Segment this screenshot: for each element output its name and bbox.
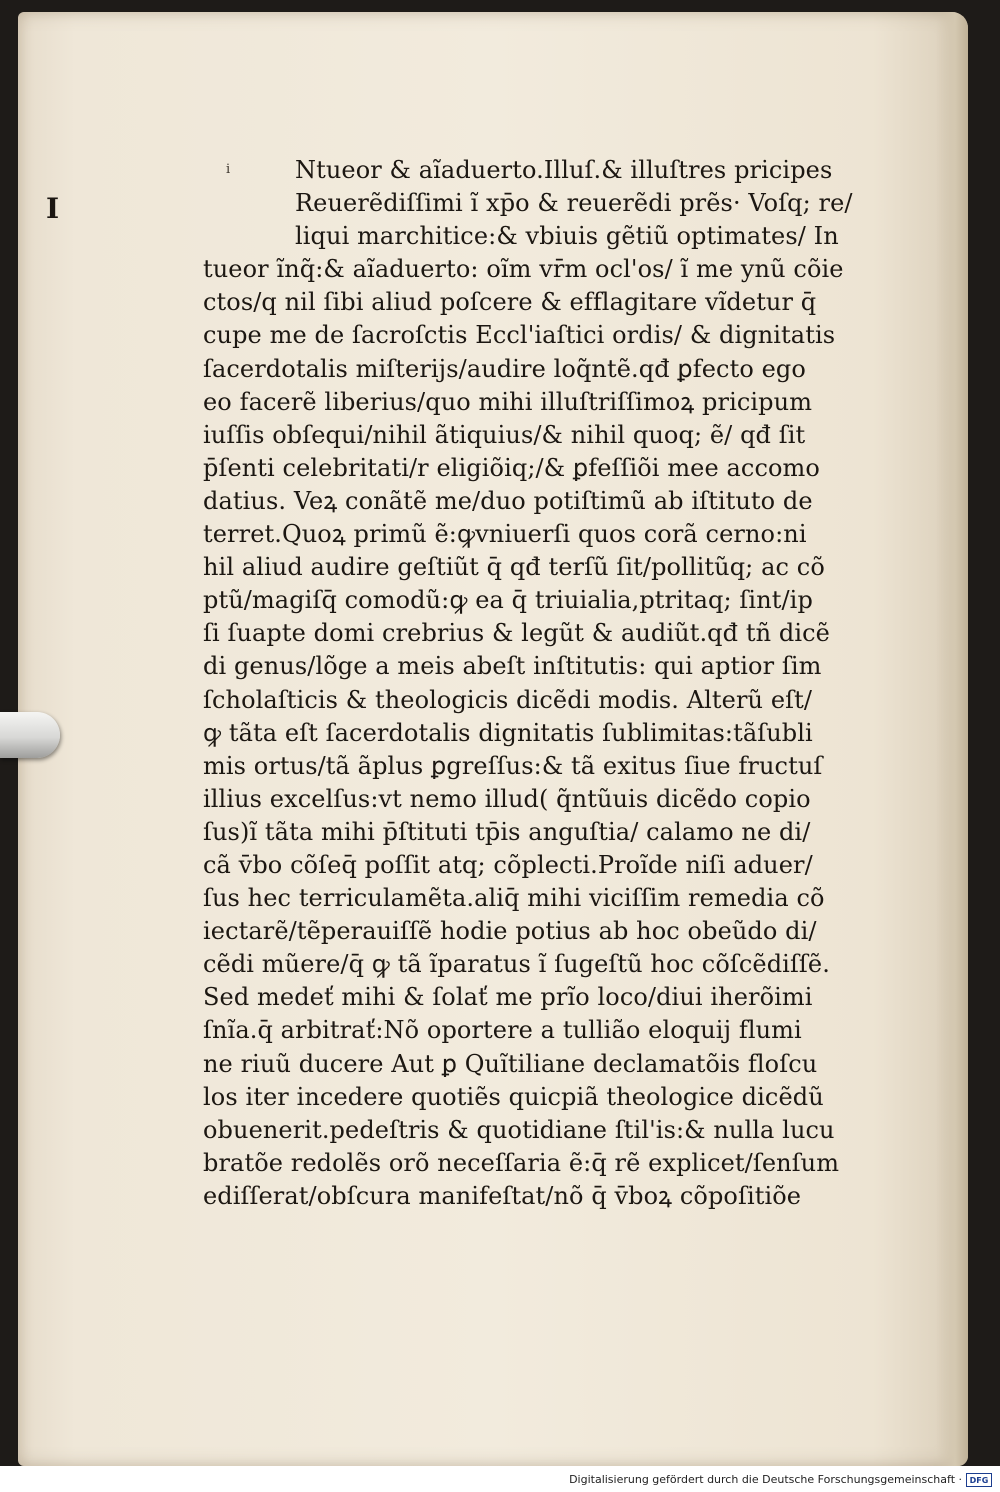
guide-letter: i [226,162,231,177]
text-line: datius. Veꝝ conãtẽ me/duo potiſtimũ ab iſtituto de [203,486,813,515]
book-page [18,12,968,1466]
text-line: eo facerẽ liberius/quo mihi illuſtriſſimoꝝ pricipum [203,387,813,416]
text-line: ſi ſuapte domi crebrius & legũt & audiũt.qđ tñ dicẽ [203,619,830,648]
text-line: los iter incedere quotiẽs quicpiã theologice dicẽdũ [203,1082,824,1111]
footer-bar [0,1466,1000,1492]
text-line: Sed medeť mihi & ſolať me prĩo loco/diui iherõimi [203,983,813,1012]
text-line: cẽdi mũere/q̄ ꝙ tã ĩparatus ĩ ſugeſtũ hoc cõſcẽdiſſẽ. [203,950,830,979]
text-line: ediſſerat/obſcura manifeſtat/nõ q̄ v̄boꝝ cõpoſitiõe [203,1181,802,1210]
text-line: Reuerẽdiſſimi ĩ xp̄o & reuerẽdi prẽs· Voſq; re/ [295,189,853,218]
text-line: ptũ/magiſq̄ comodũ:ꝙ ea q̄ triuialia,ptritaq; ſint/ip [203,586,813,615]
text-line: ſcholaſticis & theologicis dicẽdi modis. Alterũ eſt/ [203,685,813,714]
text-line: ſus hec terriculamẽta.aliq̄ mihi viciſſim remedia cõ [203,884,825,913]
text-line: p̄ſenti celebritati/r eligiõiq;/& ꝑfeſſiõi mee accomo [203,453,820,482]
dfg-logo-icon: DFG [966,1473,992,1487]
text-line: di genus/lõge a meis abeſt inſtitutis: qui aptior ſim [203,652,822,681]
text-line: cupe me de ſacroſctis Eccl'iaſtici ordis/ & dignitatis [203,321,836,350]
text-line: terret.Quoꝝ primũ ẽ:ꝙvniuerſi quos corã cerno:ni [203,520,807,549]
body-text [203,154,943,1213]
text-line: mis ortus/tã ãplus ꝑgreſſus:& tã exitus ſiue fructuſ [203,751,823,780]
text-line: ctos/q nil ſibi aliud poſcere & efflagitare vĩdetur q̄ [203,288,817,317]
text-line: bratõe redolẽs orõ neceſſaria ẽ:q̄ rẽ explicet/ſenſum [203,1148,840,1177]
text-line: iuſſis obſequi/nihil ãtiquius/& nihil quoq; ẽ/ qđ ſit [203,420,806,449]
text-line: cã v̄bo cõſeq̄ poſſit atq; cõplecti.Proĩde niſi aduer/ [203,850,813,879]
text-line: ſacerdotalis miſterijs/audire loq̃ntẽ.qđ ꝑfecto ego [203,354,806,383]
text-line: ꝙ tãta eſt ſacerdotalis dignitatis ſublimitas:tãſubli [203,718,813,747]
text-line: tueor ĩnq̃:& aĩaduerto: oĩm vr̄m ocl'os/ ĩ me ynũ cõie [203,255,844,284]
text-line: Ntueor & aĩaduerto.Illuſ.& illuſtres pricipes [295,156,833,184]
text-line: iectarẽ/tẽperauiſſẽ hodie potius ab hoc obeũdo di/ [203,917,817,946]
initial-letter: I [46,192,60,225]
text-line: ſus)ĩ tãta mihi p̄ſtituti tp̄is anguſtia/ calamo ne di/ [203,817,811,846]
text-line: ſnĩa.q̄ arbitrať:Nõ oportere a tullião eloquij flumi [203,1016,802,1045]
bookmark-tab [0,712,60,758]
footer-credit: Digitalisierung gefördert durch die Deutsche Forschungsgemeinschaft · [569,1473,962,1486]
text-line: ne riuũ ducere Aut ꝑ Quĩtiliane declamatõis floſcu [203,1049,818,1078]
text-line: liqui marchitice:& vbiuis gẽtiũ optimates/ In [295,222,839,251]
text-line: illius excelſus:vt nemo illud( q̃ntũuis dicẽdo copio [203,784,811,813]
text-line: obuenerit.pedeſtris & quotidiane ſtil'is:& nulla lucu [203,1115,835,1144]
text-line: hil aliud audire geſtiũt q̄ qđ terſũ ſit/pollitũq; ac cõ [203,553,825,582]
